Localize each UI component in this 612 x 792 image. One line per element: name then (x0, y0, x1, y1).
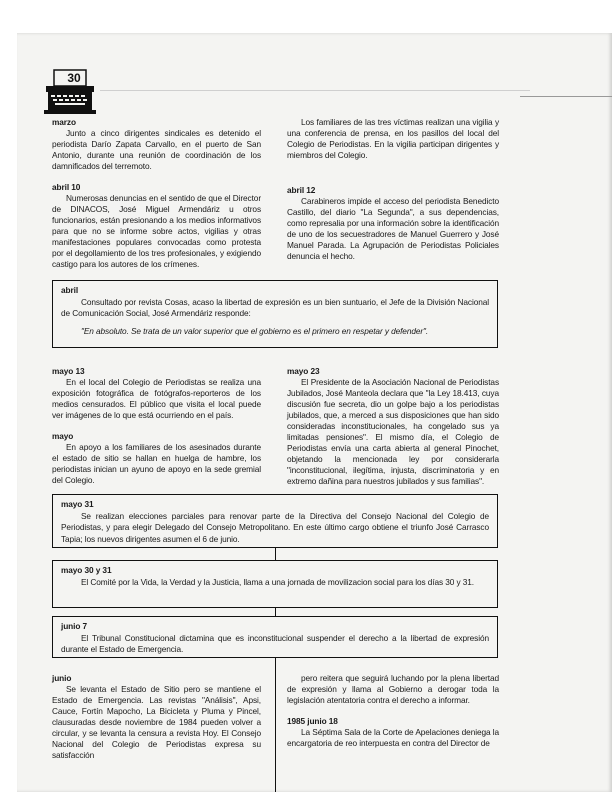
entry-text: En el local del Colegio de Periodistas se realiza una exposición fotográfica de fotógrafos-reporteros de los medios censurados. El público que visita el local puede ver imágenes de lo que está ocurriendo en el país. (52, 377, 261, 420)
left-column-top (52, 117, 261, 270)
left-column-bottom (52, 673, 261, 761)
entry-text: Se levanta el Estado de Sitio pero se mantiene el Estado de Emergencia. Las revistas "Análisis", Apsi, Cauce, Fortín Mapocho, La Bicicleta y Pluma y Pincel, clausuradas desde noviembre de 1984 pueden volver a circular, y se levanta la censura a revista Hoy. El Consejo Nacional del Colegio de Periodistas expresa su satisfacción (52, 684, 261, 760)
header-rule (100, 90, 530, 91)
entry-date: abril (61, 285, 79, 295)
entry-text: Se realizan elecciones parciales para renovar parte de la Directiva del Consejo Nacional del Colegio de Periodistas, y para elegir Delegado del Consejo Metropolitano. En este último cargo obtiene el triunfo José Carrasco Tapia; los nuevos dirigentes asumen el 6 de junio. (61, 510, 489, 544)
entry-text: Junto a cinco dirigentes sindicales es detenido el periodista Darío Zapata Carvallo, en el puerto de San Antonio, durante una reunión de coordinación de los damnificados del terremoto. (52, 128, 261, 171)
callout-box-mayo-30-31 (52, 560, 498, 608)
entry-date: mayo 31 (61, 499, 94, 509)
header-rule-right (520, 96, 612, 97)
right-column-top (287, 117, 499, 262)
entry-date: abril 10 (52, 182, 81, 192)
entry-date: junio (52, 673, 72, 683)
callout-box-abril (52, 280, 498, 348)
right-column-bottom (287, 673, 499, 749)
entry-date: mayo 30 y 31 (61, 565, 112, 575)
entry-date: mayo 23 (287, 366, 320, 376)
entry-date: mayo 13 (52, 366, 85, 376)
divider-line (275, 658, 276, 792)
entry-date: marzo (52, 117, 76, 127)
callout-box-junio-7 (52, 616, 498, 658)
entry-quote: "En absoluto. Se trata de un valor superior que el gobierno es el primero en respetar y defender". (81, 325, 429, 336)
right-column-mid (287, 366, 499, 487)
left-column-mid (52, 366, 261, 486)
entry-text: El Comité por la Vida, la Verdad y la Justicia, llama a una jornada de movilizacion social para los días 30 y 31. (81, 576, 475, 587)
entry-text: Consultado por revista Cosas, acaso la libertad de expresión es un bien suntuario, el Jefe de la División Nacional de Comunicación Social, José Armendáriz responde: (61, 296, 489, 318)
entry-text: pero reitera que seguirá luchando por la plena libertad de expresión y llama al Gobierno a derogar toda la legislación atentatoria contra el derecho a informar. (287, 673, 499, 705)
entry-text: Los familiares de las tres víctimas realizan una vigilia y una conferencia de prensa, en los pasillos del local del Colegio de Periodistas. En la vigilia participan dirigentes y miembros del Colegio. (287, 117, 499, 160)
entry-text: La Séptima Sala de la Corte de Apelaciones deniega la encargatoria de reo interpuesta en contra del Director de (287, 727, 499, 748)
divider-line (275, 548, 276, 560)
entry-date: 1985 junio 18 (287, 716, 338, 726)
entry-text: El Tribunal Constitucional dictamina que es inconstitucional suspender el derecho a la libertad de expresión durante el Estado de Emergencia. (61, 632, 489, 654)
divider-line (275, 608, 276, 616)
callout-box-mayo-31 (52, 494, 498, 548)
entry-text: En apoyo a los familiares de los asesinados durante el estado de sitio se hallan en huelga de hambre, los periodistas inician un ayuno de apoyo en la sede gremial del Colegio. (52, 442, 261, 485)
entry-text: Numerosas denuncias en el sentido de que el Director de DINACOS, José Miguel Armendáriz u otros funcionarios, están presionando a los medios informativos para que no se informe sobre actos, vigilias y otras manifestaciones populares convocadas como protesta por el degollamiento de los tres profesionales, y exigiendo castigo para los autores de los crímenes. (52, 193, 261, 269)
entry-date: junio 7 (61, 621, 88, 631)
entry-date: abril 12 (287, 185, 316, 195)
entry-date: mayo (52, 431, 74, 441)
entry-text: El Presidente de la Asociación Nacional de Periodistas Jubilados, José Manteola declara que "la Ley 18.413, cuya discusión fue secreta, dio un golpe bajo a los periodistas jubilados, que, a merced a sus disposiciones que han sido consideradas inconstitucionales, ha congelado sus ya limitadas pensiones". El mismo día, el Colegio de Periodistas envía una carta abierta al general Pinochet, objetando la mencionada ley por considerarla "inconstitucional, ilegítima, injusta, discriminatoria y en extremo dañina para nuestros jubilados y sus familias". (287, 377, 499, 486)
entry-text: Carabineros impide el acceso del periodista Benedicto Castillo, del diario "La Segunda", a sus dependencias, como represalia por una información sobre la identificación de uno de los secuestradores de Manuel Guerrero y José Manuel Parada. La Agrupación de Periodistas Policiales denuncia el hecho. (287, 196, 499, 261)
page-number: 30 (67, 71, 81, 85)
